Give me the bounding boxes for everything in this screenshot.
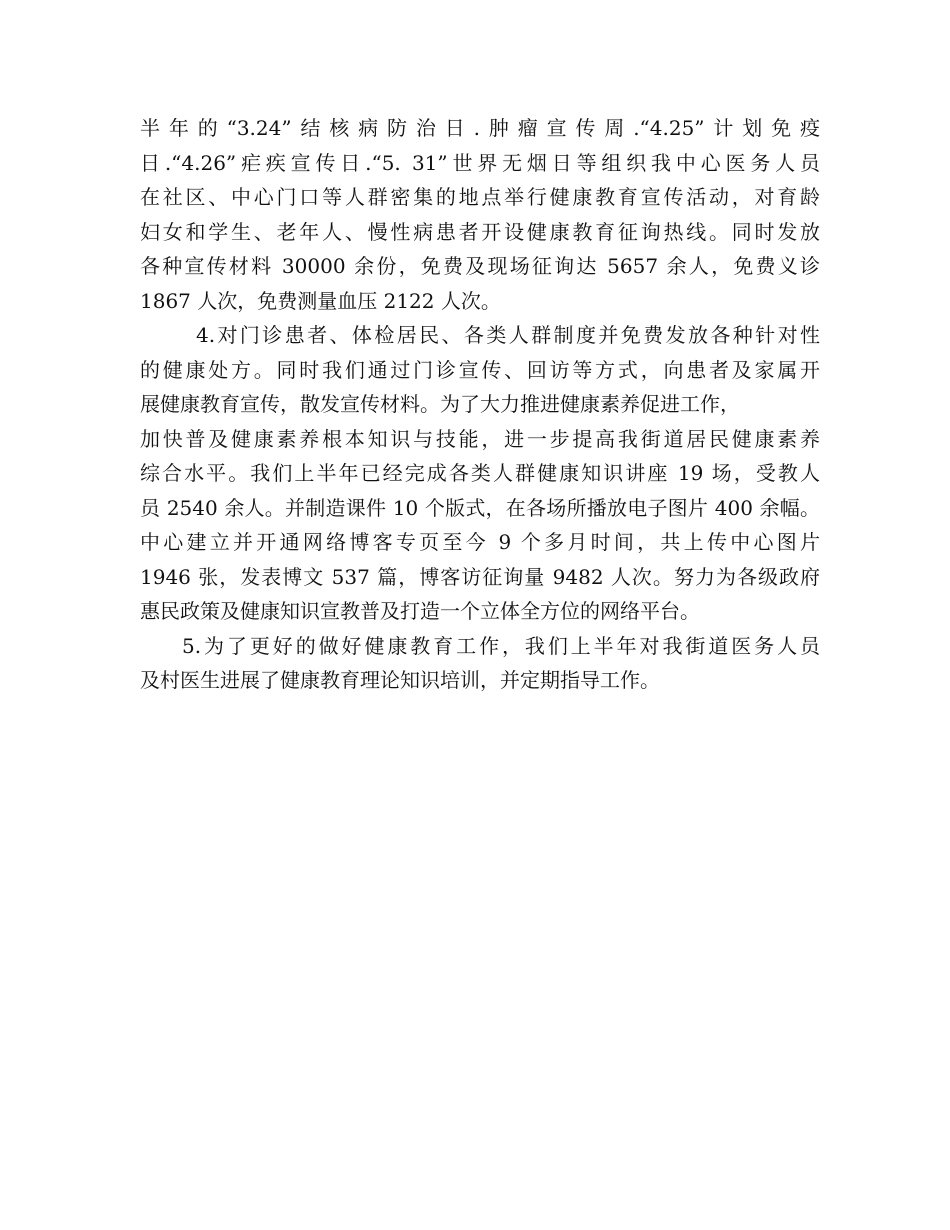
text-line: 妇女和学生、老年人、慢性病患者开设健康教育征询热线。同时发放 — [140, 219, 820, 244]
text-line: 的健康处方。同时我们通过门诊宣传、回访等方式，向患者及家属开 — [140, 357, 820, 382]
text-line: 惠民政策及健康知识宣教普及打造一个立体全方位的网络平台。 — [140, 599, 700, 623]
text-line: 员 2540 余人。并制造课件 10 个版式，在各场所播放电子图片 400 余幅。 — [140, 495, 820, 520]
text-line: 加快普及健康素养根本知识与技能，进一步提高我街道居民健康素养 — [140, 426, 820, 451]
text-line: 在社区、中心门口等人群密集的地点举行健康教育宣传活动，对育龄 — [140, 185, 820, 209]
text-line: 日.“4.26”疟疾宣传日.“5. 31”世界无烟日等组织我中心医务人员 — [140, 150, 820, 175]
text-line: 1867 人次，免费测量血压 2122 人次。 — [140, 288, 501, 313]
text-line: 展健康教育宣传，散发宣传材料。为了大力推进健康素养促进工作， — [140, 392, 740, 416]
text-line: 1946 张，发表博文 537 篇，博客访征询量 9482 人次。努力为各级政府 — [140, 564, 820, 589]
paragraph-5-first-line: 5.为了更好的做好健康教育工作，我们上半年对我街道医务人员 — [182, 633, 820, 658]
text-line: 及村医生进展了健康教育理论知识培训，并定期指导工作。 — [140, 668, 660, 692]
text-line: 中心建立并开通网络博客专页至今 9 个多月时间，共上传中心图片 — [140, 530, 820, 554]
text-line: 综合水平。我们上半年已经完成各类人群健康知识讲座 19 场，受教人 — [140, 461, 820, 485]
text-line: 各种宣传材料 30000 余份，免费及现场征询达 5657 余人，免费义诊 — [140, 254, 820, 278]
document-body — [140, 111, 820, 698]
paragraph-4-first-line: 4.对门诊患者、体检居民、各类人群制度并免费发放各种针对性 — [196, 323, 820, 347]
text-line: 半年的“3.24”结核病防治日.肿瘤宣传周.“4.25”计划免疫 — [140, 116, 820, 140]
